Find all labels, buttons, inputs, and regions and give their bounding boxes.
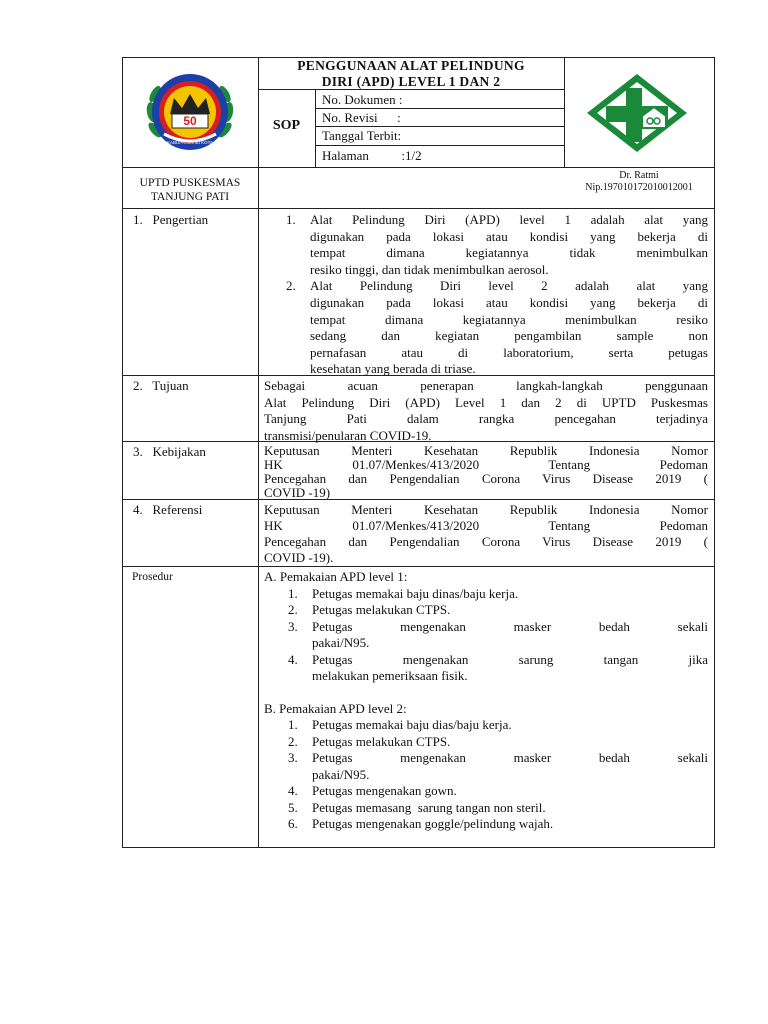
line: Tanjung Pati dalam rangka pencegahan terjadinya [264,411,708,426]
line: pakai/N95. [312,766,370,782]
title-line-1: PENGGUNAAN ALAT PELINDUNG [297,58,525,73]
line: melakukan pemeriksaan fisik. [312,668,468,683]
list-item [288,652,708,685]
line: tempat dimana kegiatannya tidak menimbulkan [310,245,708,261]
title-line-2: DIRI (APD) LEVEL 1 DAN 2 [321,74,501,89]
list-item [288,586,708,603]
prosedur-list-b [264,717,708,833]
referensi-text [264,502,708,566]
list-number: 1. [288,717,298,732]
list-item [288,717,708,734]
field-divider-2 [315,126,564,127]
prosedur-content [264,569,708,833]
line: Keputusan Menteri Kesehatan Republik Indonesia Nomor [264,502,708,517]
line: Pencegahan dan Pengendalian Corona Virus Disease 2019 ( [264,534,708,549]
org-row-divider [122,208,715,209]
list-item [286,212,708,278]
list-item [288,750,708,783]
logo-ring-text: KABUPATEN 50 KOTA [166,140,214,145]
field-divider-3 [315,145,564,146]
label-pengertian: 1. Pengertian [133,212,209,227]
header-bottom-divider [122,167,715,168]
field-halaman: Halaman :1/2 [322,148,422,163]
line: digunakan pada lokasi atau kondisi yang bekerja di [310,228,708,244]
line: tempat dimana kegiatannya menimbulkan resiko [310,311,708,327]
line: Petugas melakukan CTPS. [312,602,451,617]
list-number: 1. [288,585,298,601]
line: Keputusan Menteri Kesehatan Republik Indonesia Nomor [264,443,708,458]
pengertian-list [286,212,708,378]
puskesmas-logo [584,72,690,154]
list-number: 4. [288,651,298,667]
line: Alat Pelindung Diri level 2 adalah alat yang [310,278,708,294]
table-border-bottom [122,847,715,848]
table-border-right [714,57,715,848]
kebijakan-text [264,444,708,500]
line: Petugas mengenakan gown. [312,783,457,798]
line: Petugas mengenakan masker bedah sekali [312,618,708,634]
label-tujuan: 2. Tujuan [133,378,189,393]
prosedur-heading-a: A. Pemakaian APD level 1: [264,569,408,584]
list-item [288,602,708,619]
line: HK 01.07/Menkes/413/2020 Tentang Pedoman [264,457,708,472]
label-column-divider [258,57,259,848]
line: pernafasan atau di laboratorium, serta petugas [310,344,708,360]
line: Alat Pelindung Diri (APD) Level 1 dan 2 di UPTD Puskesmas [264,394,708,410]
list-item [288,734,708,751]
list-number: 2. [288,733,298,749]
field-no-dokumen: No. Dokumen : [322,92,403,107]
list-number: 1. [286,212,296,227]
signer-name: Dr. Ratmi [619,170,659,181]
org-line-2: TANJUNG PATI [150,191,230,203]
sop-label: SOP [272,118,301,133]
line: Petugas memasang sarung tangan non steril. [312,799,546,815]
line: Petugas memakai baju dinas/baju kerja. [312,585,519,601]
tujuan-text [264,378,708,444]
signer-nip: Nip.197010172010012001 [585,182,693,193]
line: resiko tinggi, dan tidak menimbulkan aerosol. [310,261,549,277]
prosedur-heading-b: B. Pemakaian APD level 2: [264,700,407,716]
list-item [288,800,708,817]
line: pakai/N95. [312,635,370,650]
line: transmisi/penularan COVID-19. [264,427,432,443]
field-tanggal-terbit: Tanggal Terbit: [322,128,402,143]
line: Alat Pelindung Diri (APD) level 1 adalah alat yang [310,212,708,227]
list-number: 3. [288,750,298,765]
line: Petugas memakai baju dias/baju kerja. [312,717,512,732]
logo-badge-number: 50 [183,114,197,128]
line: COVID -19). [264,550,334,565]
prosedur-list-a [264,586,708,685]
field-no-revisi: No. Revisi : [322,110,401,125]
kabupaten-logo [138,62,242,162]
signer-block [564,170,714,194]
field-divider-1 [315,108,564,109]
list-number: 6. [288,816,298,831]
org-line-1: UPTD PUSKESMAS [139,177,241,189]
list-item [286,278,708,378]
list-number: 4. [288,783,298,798]
list-number: 2. [286,278,296,294]
line: Petugas mengenakan goggle/pelindung wajah. [312,816,554,831]
line: digunakan pada lokasi atau kondisi yang bekerja di [310,294,708,310]
sop-divider [315,89,316,167]
line: COVID -19) [264,485,331,500]
line: Petugas mengenakan sarung tangan jika [312,651,708,667]
organization-name [122,176,258,204]
label-prosedur: Prosedur [132,571,173,583]
list-item [288,783,708,800]
section-divider-4 [122,566,715,567]
logo-right-divider [564,57,565,167]
list-number: 5. [288,799,298,815]
line: Petugas mengenakan masker bedah sekali [312,750,708,765]
label-kebijakan: 3. Kebijakan [133,444,206,459]
document-title [258,58,564,90]
line: kesehatan yang berada di triase. [310,361,476,377]
list-number: 2. [288,602,298,617]
list-item [288,619,708,652]
line: Pencegahan dan Pengendalian Corona Virus Disease 2019 ( [264,471,708,486]
list-item [288,816,708,833]
label-referensi: 4. Referensi [133,502,203,517]
line: HK 01.07/Menkes/413/2020 Tentang Pedoman [264,518,708,533]
list-number: 3. [288,618,298,634]
line: Petugas melakukan CTPS. [312,733,451,749]
line: sedang dan kegiatan pengambilan sample non [310,328,708,344]
line: Sebagai acuan penerapan langkah-langkah penggunaan [264,378,708,393]
